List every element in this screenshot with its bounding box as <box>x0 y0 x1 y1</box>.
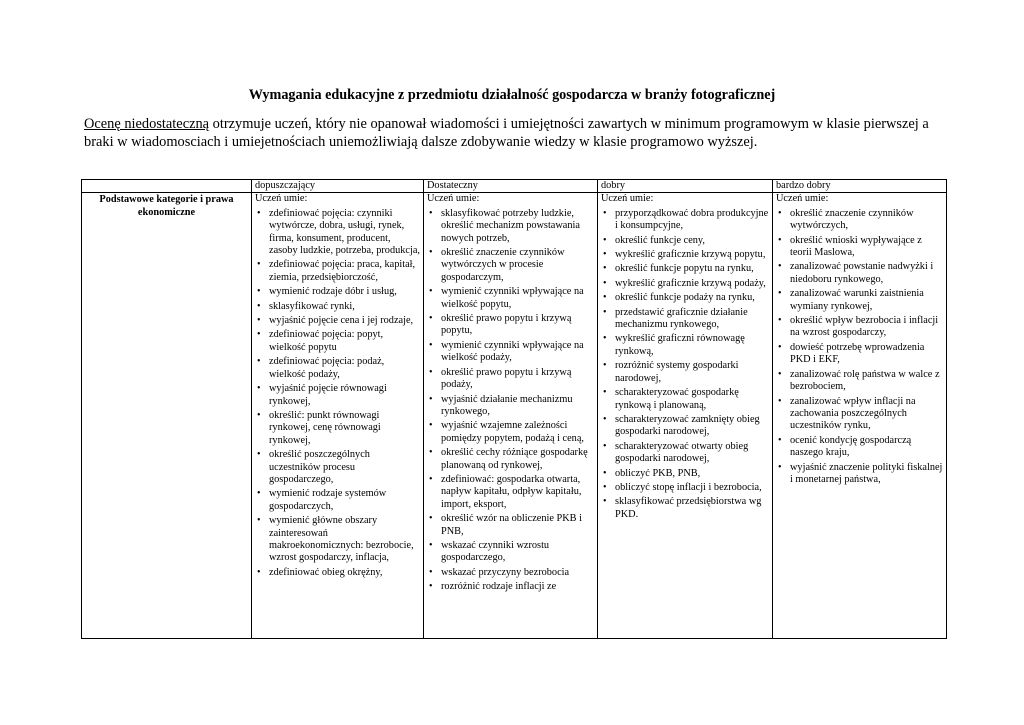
list-item <box>257 409 420 447</box>
list-item <box>429 393 594 419</box>
list-item-text: dowieść potrzebę wprowadzenia PKD i EKF, <box>790 341 925 366</box>
list-item-text: rozróżnić systemy gospodarki narodowej, <box>615 360 739 384</box>
list-item <box>257 207 420 258</box>
column-intro: Uczeń umie: <box>255 193 308 205</box>
bullet-icon: • <box>429 473 433 485</box>
list-item <box>778 288 943 313</box>
list-item-text: wyjaśnić działanie mechanizmu rynkowego, <box>441 393 573 417</box>
bullet-icon: • <box>257 300 261 312</box>
list-item <box>257 329 420 354</box>
bullet-icon: • <box>257 449 261 461</box>
list-item <box>778 315 943 340</box>
bullet-icon: • <box>603 333 607 345</box>
list-item <box>429 339 594 365</box>
bullet-icon: • <box>778 261 782 273</box>
list-item-text: wyjaśnić znaczenie polityki fiskalnej i monetarnej państwa, <box>790 461 943 485</box>
list-item-text: określić funkcje popytu na rynku, <box>615 263 754 275</box>
header-cell-dostateczny: Dostateczny <box>424 180 598 193</box>
list-item-text: wskazać czynniki wzrostu gospodarczego, <box>441 539 550 564</box>
list-item <box>257 259 420 284</box>
list-item-text: określić cechy różniące gospodarkę planowaną od rynkowej, <box>441 447 588 471</box>
grade-cell <box>598 193 773 639</box>
bullet-icon: • <box>257 566 261 578</box>
list-item <box>429 207 594 245</box>
bullet-icon: • <box>257 329 261 341</box>
list-item <box>429 581 594 593</box>
bullet-icon: • <box>603 263 607 275</box>
list-item <box>778 234 943 260</box>
list-item-text: określić poszczególnych uczestników procesu gospodarczego, <box>269 449 370 485</box>
bullet-icon: • <box>603 413 607 425</box>
table-header-row <box>82 180 947 193</box>
bullet-icon: • <box>603 440 607 452</box>
list-item-text: wskazać przyczyny bezrobocia <box>441 566 570 578</box>
list-item-text: określić funkcje ceny, <box>615 234 705 246</box>
list-item <box>603 207 769 233</box>
requirements-table <box>81 179 947 639</box>
list-item <box>603 249 769 261</box>
list-item <box>429 447 594 472</box>
bullet-icon: • <box>429 566 433 578</box>
list-item-text: określić znaczenie czynników wytwórczych, <box>790 207 914 232</box>
list-item-text: zdefiniować pojęcia: czynniki wytwórcze, dobra, usługi, rynek, firma, konsument, producent, zasoby ludzkie, potrzeba, produkcja, <box>269 207 420 257</box>
list-item <box>778 461 943 487</box>
header-cell-empty <box>82 180 252 193</box>
grade-cell <box>424 193 598 639</box>
list-item-text: zdefiniować: gospodarka otwarta, napływ kapitału, odpływ kapitału, import, eksport, <box>441 473 582 510</box>
bullet-icon: • <box>778 434 782 446</box>
grade-cell <box>773 193 947 639</box>
intro-paragraph <box>84 115 954 151</box>
bullet-icon: • <box>257 356 261 368</box>
bullet-icon: • <box>603 249 607 261</box>
list-item <box>603 306 769 332</box>
bullet-icon: • <box>778 461 782 473</box>
list-item-text: zanalizować rolę państwa w walce z bezrobociem, <box>790 368 940 393</box>
list-item-text: wymienić rodzaje systemów gospodarczych, <box>269 488 387 512</box>
list-item <box>257 356 420 381</box>
bullet-icon: • <box>778 368 782 380</box>
bullet-icon: • <box>778 288 782 300</box>
list-item <box>429 539 594 565</box>
list-item <box>429 247 594 284</box>
bullet-icon: • <box>429 247 433 259</box>
requirement-list <box>255 208 420 579</box>
list-item <box>429 513 594 538</box>
bullet-icon: • <box>257 409 261 421</box>
bullet-icon: • <box>603 467 607 479</box>
list-item-text: wykreślić graficznie krzywą podaży, <box>615 277 766 289</box>
bullet-icon: • <box>429 581 433 593</box>
bullet-icon: • <box>429 207 433 219</box>
list-item-text: zanalizować wpływ inflacji na zachowania poszczególnych uczestników rynku, <box>790 395 916 432</box>
bullet-icon: • <box>257 259 261 271</box>
list-item <box>257 566 420 579</box>
bullet-icon: • <box>429 339 433 351</box>
bullet-icon: • <box>429 420 433 432</box>
list-item <box>603 263 769 275</box>
header-cell-dobry: dobry <box>598 180 773 193</box>
bullet-icon: • <box>603 292 607 304</box>
list-item-text: scharakteryzować zamknięty obieg gospodarki narodowej, <box>615 413 760 438</box>
list-item-text: zdefiniować obieg okrężny, <box>269 566 383 578</box>
list-item-text: określić wzór na obliczenie PKB i PNB, <box>441 513 582 537</box>
list-item-text: określić wpływ bezrobocia i inflacji na wzrost gospodarczy, <box>790 315 939 339</box>
bullet-icon: • <box>429 447 433 459</box>
list-item <box>603 387 769 412</box>
bullet-icon: • <box>429 313 433 325</box>
list-item-text: wyjaśnić pojęcie równowagi rynkowej, <box>269 383 387 407</box>
list-item <box>603 481 769 494</box>
list-item-text: zanalizować powstanie nadwyżki i niedoboru rynkowego, <box>790 261 934 285</box>
list-item-text: wyjaśnić wzajemne zależności pomiędzy popytem, podażą i ceną, <box>441 420 584 444</box>
list-item <box>603 292 769 304</box>
bullet-icon: • <box>429 513 433 525</box>
list-item-text: zdefiniować pojęcia: popyt, wielkość popytu <box>269 329 384 353</box>
list-item-text: przedstawić graficznie działanie mechanizmu rynkowego, <box>615 306 748 331</box>
bullet-icon: • <box>257 383 261 395</box>
intro-underlined: Ocenę niedostateczną <box>84 116 210 132</box>
bullet-icon: • <box>429 539 433 551</box>
list-item-text: wykreślić graficzni równowagę rynkową, <box>615 333 745 357</box>
bullet-icon: • <box>257 315 261 327</box>
list-item <box>603 360 769 385</box>
list-item <box>603 333 769 358</box>
list-item-text: sklasyfikować potrzeby ludzkie, określić mechanizm powstawania nowych potrzeb, <box>441 207 580 244</box>
bullet-icon: • <box>257 515 261 527</box>
grade-cell <box>252 193 424 639</box>
list-item <box>257 383 420 408</box>
list-item <box>257 488 420 513</box>
list-item-text: ocenić kondycję gospodarczą naszego kraju, <box>790 434 912 459</box>
list-item-text: określić funkcje podaży na rynku, <box>615 292 755 304</box>
bullet-icon: • <box>778 395 782 407</box>
bullet-icon: • <box>257 286 261 298</box>
list-item <box>603 467 769 480</box>
list-item-text: określić prawo popytu i krzywą podaży, <box>441 366 572 391</box>
list-item-text: wymienić czynniki wpływające na wielkość popytu, <box>441 286 584 310</box>
bullet-icon: • <box>603 481 607 493</box>
list-item <box>429 420 594 445</box>
list-item <box>429 473 594 511</box>
bullet-icon: • <box>603 360 607 372</box>
list-item-text: wykreślić graficznie krzywą popytu, <box>615 249 766 261</box>
list-item-text: scharakteryzować gospodarkę rynkową i planowaną, <box>615 387 739 411</box>
list-item-text: wymienić czynniki wpływające na wielkość podaży, <box>441 339 584 364</box>
requirement-list <box>601 208 769 521</box>
header-cell-bardzo-dobry: bardzo dobry <box>773 180 947 193</box>
bullet-icon: • <box>603 207 607 219</box>
document-title: Wymagania edukacyjne z przedmiotu działalność gospodarcza w branży fotograficznej <box>248 87 776 103</box>
list-item-text: wymienić rodzaje dóbr i usług, <box>269 286 397 298</box>
table-row <box>82 193 947 639</box>
list-item <box>603 234 769 247</box>
bullet-icon: • <box>429 286 433 298</box>
bullet-icon: • <box>429 366 433 378</box>
list-item-text: sklasyfikować przedsiębiorstwa wg PKD. <box>615 496 762 520</box>
list-item-text: przyporządkować dobra produkcyjne i konsumpcyjne, <box>615 207 769 232</box>
list-item <box>778 395 943 433</box>
bullet-icon: • <box>603 306 607 318</box>
bullet-icon: • <box>603 496 607 508</box>
list-item-text: wymienić główne obszary zainteresowań makroekonomicznych: bezrobocie, wzrost gospodarczy, inflacja, <box>269 515 414 564</box>
list-item <box>257 449 420 486</box>
list-item-text: wyjaśnić pojęcie cena i jej rodzaje, <box>269 315 414 327</box>
list-item <box>778 341 943 367</box>
list-item <box>603 413 769 439</box>
list-item <box>257 315 420 327</box>
requirement-list <box>427 208 594 594</box>
list-item <box>257 286 420 298</box>
list-item-text: rozróżnić rodzaje inflacji ze <box>441 581 557 593</box>
column-intro: Uczeń umie: <box>601 193 654 205</box>
list-item <box>778 207 943 233</box>
requirement-list <box>776 208 943 487</box>
list-item-text: określić znaczenie czynników wytwórczych w procesie gospodarczym, <box>441 247 565 283</box>
bullet-icon: • <box>778 234 782 246</box>
list-item <box>429 313 594 338</box>
bullet-icon: • <box>778 341 782 353</box>
list-item <box>429 366 594 392</box>
list-item-text: określić: punkt równowagi rynkowej, cenę równowagi rynkowej, <box>269 409 381 446</box>
list-item <box>778 434 943 460</box>
list-item <box>257 515 420 565</box>
bullet-icon: • <box>257 207 261 219</box>
bullet-icon: • <box>778 207 782 219</box>
list-item-text: obliczyć stopę inflacji i bezrobocia, <box>615 481 762 493</box>
list-item-text: zdefiniować pojęcia: podaż, wielkość podaży, <box>269 356 385 380</box>
list-item-text: zanalizować warunki zaistnienia wymiany rynkowej, <box>790 288 924 312</box>
column-intro: Uczeń umie: <box>427 193 480 205</box>
list-item <box>429 566 594 579</box>
category-cell: Podstawowe kategorie i prawa ekonomiczne <box>82 193 252 639</box>
list-item-text: sklasyfikować rynki, <box>269 300 355 312</box>
list-item-text: scharakteryzować otwarty obieg gospodarki narodowej, <box>615 440 749 465</box>
bullet-icon: • <box>603 277 607 289</box>
list-item-text: obliczyć PKB, PNB, <box>615 467 701 479</box>
list-item-text: określić prawo popytu i krzywą popytu, <box>441 313 572 337</box>
bullet-icon: • <box>603 387 607 399</box>
list-item-text: zdefiniować pojęcia: praca, kapitał, ziemia, przedsiębiorczość, <box>269 259 416 283</box>
bullet-icon: • <box>429 393 433 405</box>
list-item <box>603 277 769 290</box>
list-item <box>429 286 594 311</box>
list-item <box>778 368 943 394</box>
column-intro: Uczeń umie: <box>776 193 829 205</box>
list-item <box>778 261 943 286</box>
bullet-icon: • <box>257 488 261 500</box>
list-item <box>603 496 769 521</box>
bullet-icon: • <box>603 234 607 246</box>
list-item-text: określić wnioski wypływające z teorii Maslowa, <box>790 234 922 259</box>
list-item <box>603 440 769 466</box>
bullet-icon: • <box>778 315 782 327</box>
list-item <box>257 300 420 313</box>
header-cell-dopuszczajacy: dopuszczający <box>252 180 424 193</box>
intro-text: otrzymuje uczeń, który nie opanował wiadomości i umiejętności zawartych w minimum programowym w klasie pierwszej a braki w wiadomosciach i umiejetnościach uniemożliwiają dalsze zdobywanie wiedzy w klasie programowo wyższej. <box>84 116 929 150</box>
